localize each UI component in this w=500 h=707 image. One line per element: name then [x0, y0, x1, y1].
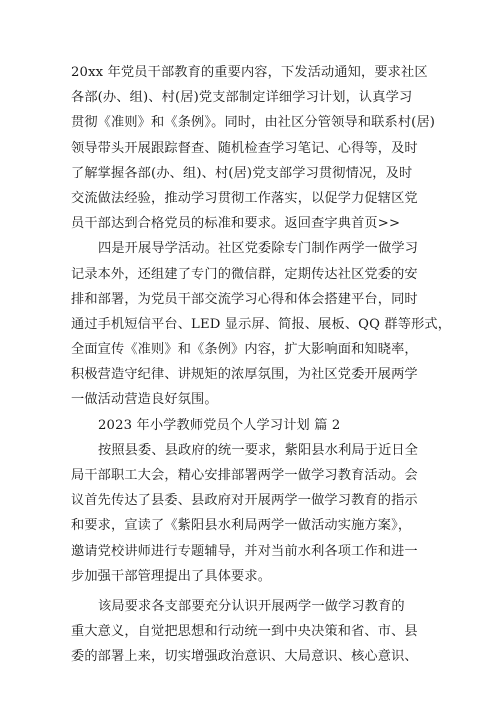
paragraph-line: 各部(办、组)、村(居)党支部制定详细学习计划，认真学习 — [71, 90, 413, 106]
paragraph-line: 20xx 年党员干部教育的重要内容，下发活动通知，要求社区 — [71, 65, 428, 80]
paragraph-line: 四是开展导学活动。社区党委除专门制作两学一做学习 — [98, 241, 419, 257]
paragraph-line: 贯彻《准则》和《条例》。同时，由社区分管领导和联系村(居) — [71, 115, 436, 131]
paragraph-line: 领导带头开展跟踪督查、随机检查学习笔记、心得等，及时 — [71, 140, 418, 156]
paragraph-line: 排和部署，为党员干部交流学习心得和体会搭建平台，同时 — [71, 291, 418, 307]
paragraph-line: 交流做法经验，推动学习贯彻工作落实，以促学力促辖区党 — [71, 190, 418, 206]
paragraph-line: 通过手机短信平台、LED 显示屏、简报、展板、QQ 群等形式， — [71, 316, 452, 332]
paragraph-line: 邀请党校讲师进行专题辅导，并对当前水利各项工作和进一 — [71, 543, 418, 559]
paragraph-line: 该局要求各支部要充分认识开展两学一做学习教育的 — [98, 598, 405, 614]
paragraph-requirements — [71, 594, 437, 670]
paragraph-line: 重大意义，自觉把思想和行动统一到中央决策和省、市、县 — [71, 624, 418, 640]
paragraph-line: 积极营造守纪律、讲规矩的浓厚氛围，为社区党委开展两学 — [71, 367, 418, 383]
paragraph-line: 记录本外，还组建了专门的微信群，定期传达社区党委的安 — [71, 266, 418, 282]
paragraph-line: 按照县委、县政府的统一要求，紫阳县水利局于近日全 — [98, 442, 419, 458]
section-heading: 2023 年小学教师党员个人学习计划 篇 2 — [98, 417, 341, 433]
paragraph-line: 局干部职工大会，精心安排部署两学一做学习教育活动。会 — [71, 468, 418, 483]
paragraph-line: 全面宣传《准则》和《条例》内容，扩大影响面和知晓率， — [71, 342, 418, 358]
paragraph-meeting — [71, 438, 437, 589]
document-body — [71, 60, 452, 670]
paragraph-line: 议首先传达了县委、县政府对开展两学一做学习教育的指示 — [71, 493, 418, 509]
paragraph-line: 员干部达到合格党员的标准和要求。返回查字典首页>> — [71, 216, 401, 232]
paragraph-line: 了解掌握各部(办、组)、村(居)党支部学习贯彻情况，及时 — [71, 165, 413, 181]
paragraph-line: 步加强干部管理提出了具体要求。 — [71, 568, 272, 584]
paragraph-study-implementation — [71, 60, 437, 236]
paragraph-line: 一做活动营造良好氛围。 — [71, 392, 218, 408]
paragraph-guided-study — [71, 236, 452, 412]
paragraph-line: 和要求，宣读了《紫阳县水利局两学一做活动实施方案》， — [71, 518, 412, 534]
paragraph-line: 委的部署上来，切实增强政治意识、大局意识、核心意识、 — [71, 649, 418, 665]
